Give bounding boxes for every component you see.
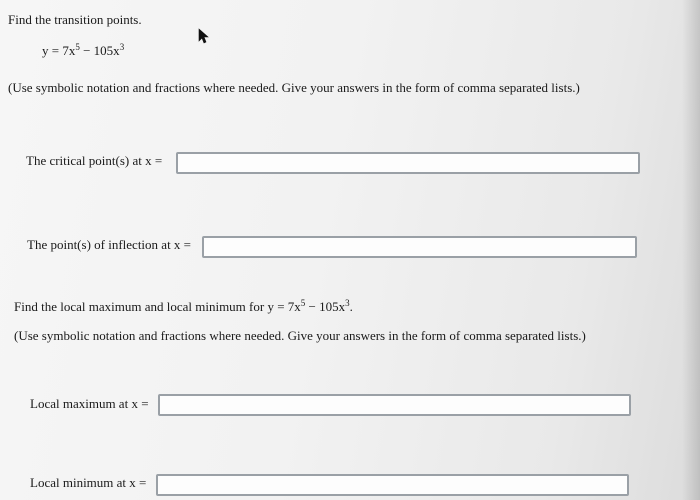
extrema-exponent-1: 5 (300, 298, 306, 308)
page-edge-shadow (682, 0, 700, 500)
extrema-prompt-suffix: . (349, 299, 353, 314)
equation-exponent-2: 3 (119, 42, 125, 52)
local-minimum-input[interactable] (156, 474, 629, 496)
local-extrema-prompt (14, 299, 353, 315)
mouse-pointer-icon (197, 28, 209, 44)
equation-exponent-1: 5 (75, 42, 80, 52)
function-equation (42, 43, 124, 59)
question-title: Find the transition points. (8, 12, 142, 27)
equation-base: y = 7x (42, 43, 76, 58)
local-maximum-input[interactable] (158, 394, 631, 416)
local-maximum-label: Local maximum at x = (30, 396, 149, 411)
equation-middle: − 105x (79, 43, 120, 58)
extrema-prompt-prefix: Find the local maximum and local minimum for y = 7x (14, 299, 301, 314)
inflection-point-input[interactable] (202, 236, 637, 258)
extrema-prompt-middle: − 105x (305, 299, 346, 314)
inflection-point-label: The point(s) of inflection at x = (27, 237, 192, 252)
instructions-text: (Use symbolic notation and fractions where needed. Give your answers in the form of comma separated lists.) (8, 80, 580, 95)
local-minimum-label: Local minimum at x = (30, 475, 147, 490)
extrema-instructions-text: (Use symbolic notation and fractions where needed. Give your answers in the form of comma separated lists.) (14, 328, 586, 343)
critical-point-input[interactable] (176, 152, 640, 174)
extrema-exponent-2: 3 (345, 298, 350, 308)
critical-point-label: The critical point(s) at x = (26, 153, 163, 168)
